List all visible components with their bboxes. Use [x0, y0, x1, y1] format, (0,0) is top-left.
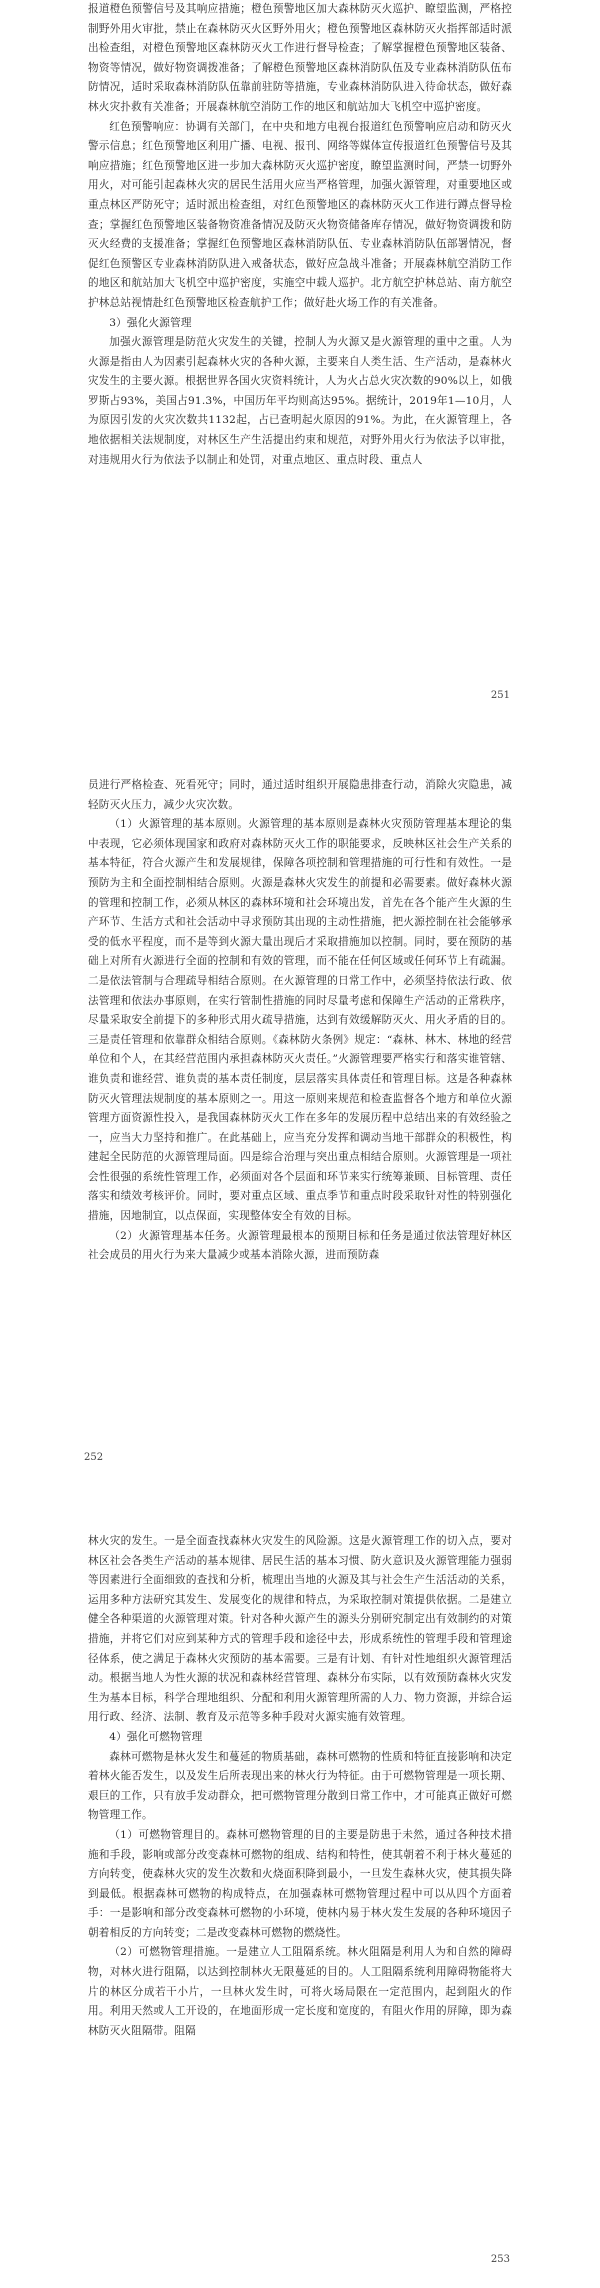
- section-heading: 4）强化可燃物管理: [109, 1730, 203, 1743]
- section-heading: 3）强化火源管理: [109, 316, 192, 329]
- page-body: [88, 1532, 512, 2041]
- page-number: 252: [84, 1452, 104, 1463]
- page-number: 251: [490, 690, 510, 701]
- paragraph: （1）可燃物管理目的。森林可燃物管理的目的主要是防患于未然，通过各种技术措施和手段，影响或部分改变森林可燃物的组成、结构和特性，使其朝着不利于林火蔓延的方向转变，使森林火灾的发生次数和火烧面积降到最小，一旦发生森林火灾，使其损失降到最低。根据森林可燃物的构成特点，在加强森林可燃物管理过程中可以从四个方面着手：一是影响和部分改变森林可燃物的小环境，使林内易于林火发生发展的各种环境因子朝着相反的方向转变；二是改变森林可燃物的燃烧性。: [88, 1828, 512, 1939]
- page-251: [0, 0, 600, 736]
- paragraph: （2）火源管理基本任务。火源管理最根本的预期目标和任务是通过依法管理好林区社会成员的用火行为来大量减少或基本消除火源，进而预防森: [88, 1229, 512, 1262]
- paragraph: （2）可燃物管理措施。一是建立人工阻隔系统。林火阻隔是利用人为和自然的障碍物，对林火进行阻隔，以达到控制林火无限蔓延的目的。人工阻隔系统利用障碍物能将大片的林区分成若干小片，一旦林火发生时，可将火场局限在一定范围内，起到阻火的作用。利用天然或人工开设的，在地面形成一定长度和宽度的，有阻火作用的屏障，即为森林防灭火阻隔带。阻隔: [88, 1946, 512, 2037]
- paragraph: （1）火源管理的基本原则。火源管理的基本原则是森林火灾预防管理基本理论的集中表现，它必须体现国家和政府对森林防灭火工作的职能要求，反映林区社会生产关系的基本特征，符合火源产生和发展规律，保障各项控制和管理措施的可行性和有效性。一是预防为主和全面控制相结合原则。火源是森林火灾发生的前提和必需要素。做好森林火源的管理和控制工作，必须从林区的森林环境和社会环境出发，首先在各个能产生火源的生产环节、生活方式和社会活动中寻求预防其出现的主动性措施，把火源控制在社会能够承受的低水平程度，而不是等到火源大量出现后才采取措施加以控制。同时，要在预防的基础上对所有火源进行全面的控制和有效的管理，而不能在任何区域或任何环节上有疏漏。二是依法管制与合理疏导相结合原则。在火源管理的日常工作中，必须坚持依法行政、依法管理和依法办事原则，在实行管制性措施的同时尽量考虑和保障生产活动的正常秩序，尽量采取安全前提下的多种形式用火疏导措施，达到有效缓解防灭火、用火矛盾的目的。三是责任管理和依靠群众相结合原则。《森林防火条例》规定：“森林、林木、林地的经营单位和个人，在其经营范围内承担森林防灭火责任。”火源管理要严格实行和落实谁管辖、谁负责和谁经营、谁负责的基本责任制度，层层落实具体责任和管理目标。这是各种森林防灭火管理法规制度的基本原则之一。用这一原则来规范和检查监督各个地方和单位火源管理方面资源性投入，是我国森林防灭火工作在多年的发展历程中总结出来的有效经验之一，应当大力坚持和推广。在此基础上，应当充分发挥和调动当地干部群众的积极性，构建起全民防范的火源管理局面。四是综合治理与突出重点相结合原则。火源管理是一项社会性很强的系统性管理工作，必须面对各个层面和环节来实行统筹兼顾、目标管理、责任落实和绩效考核评价。同时，要对重点区域、重点季节和重点时段采取针对性的特别强化措施，因地制宜，以点保面，实现整体安全有效的目标。: [88, 818, 512, 1223]
- page-number: 253: [490, 2254, 510, 2265]
- paragraph: 报道橙色预警信号及其响应措施；橙色预警地区加大森林防灭火巡护、瞭望监测，严格控制野外用火审批，禁止在森林防灭火区野外用火；橙色预警地区森林防灭火指挥部适时派出检查组，对橙色预警地区森林防灭火工作进行督导检查；了解掌握橙色预警地区装备、物资等情况，做好物资调拨准备；了解橙色预警地区森林消防队伍及专业森林消防队伍布防情况，适时采取森林消防队伍靠前驻防等措施，专业森林消防队进入待命状态，做好森林火灾扑救有关准备；开展森林航空消防工作的地区和航站加大飞机空中巡护密度。: [88, 3, 512, 113]
- page-252: [0, 776, 600, 1492]
- page-body: [88, 0, 512, 470]
- paragraph: 加强火源管理是防范火灾发生的关键，控制人为火源又是火源管理的重中之重。人为火源是指由人为因素引起森林火灾的各种火源，主要来自人类生活、生产活动，是森林火灾发生的主要火源。根据世界各国火灾资料统计，人为火占总火灾次数的90%以上，如俄罗斯占93%，美国占91.3%，中国历年平均则高达95%。据统计，2019年1—10月，人为原因引发的火灾次数共1132起，占已查明起火原因的91%。为此，在火源管理上，各地依据相关法规制度，对林区生产生活提出约束和规范，对野外用火行为依法予以审批，对违规用火行为依法予以制止和处罚，对重点地区、重点时段、重点人: [88, 336, 512, 466]
- page-253: [0, 1532, 600, 2288]
- paragraph: 林火灾的发生。一是全面查找森林火灾发生的风险源。这是火源管理工作的切入点，要对林区社会各类生产活动的基本规律、居民生活的基本习惯、防火意识及火源管理能力强弱等因素进行全面细致的查找和分析，梳理出当地的火源及其与社会生产生活活动的关系，运用多种方法研究其发生、发展变化的规律和特点，为采取控制对策提供依据。二是建立健全各种渠道的火源管理对策。针对各种火源产生的源头分别研究制定出有效制约的对策措施，并将它们对应到某种方式的管理手段和途径中去，形成系统性的管理手段和管理途径体系，使之满足于森林火灾预防的基本需要。三是有计划、有针对性地组织火源管理活动。根据当地人为性火源的状况和森林经营管理、森林分布实际，以有效预防森林火灾发生为基本目标，科学合理地组织、分配和利用火源管理所需的人力、物力资源，并综合运用行政、经济、法制、教育及示范等多种手段对火源实施有效管理。: [88, 1535, 512, 1724]
- paragraph: 森林可燃物是林火发生和蔓延的物质基础，森林可燃物的性质和特征直接影响和决定着林火能否发生，以及发生后所表现出来的林火行为特征。由于可燃物管理是一项长期、艰巨的工作，只有放手发动群众，把可燃物管理分散到日常工作中，才可能真正做好可燃物管理工作。: [88, 1750, 512, 1822]
- page-body: [88, 776, 512, 1266]
- paragraph: 员进行严格检查、死看死守；同时，通过适时组织开展隐患排查行动，消除火灾隐患，减轻防灭火压力，减少火灾次数。: [88, 779, 512, 811]
- paragraph: 红色预警响应：协调有关部门，在中央和地方电视台报道红色预警响应启动和防灭火警示信息；红色预警地区利用广播、电视、报刊、网络等媒体宣传报道红色预警信号及其响应措施；红色预警地区进一步加大森林防灭火巡护密度，瞭望监测时间，严禁一切野外用火，对可能引起森林火灾的居民生活用火应当严格管理，加强火源管理，对重要地区或重点林区严防死守；适时派出检查组，对红色预警地区的森林防灭火工作进行蹲点督导检查；掌握红色预警地区装备物资准备情况及防灭火物资储备库存情况，做好物资调拨和防灭火经费的支援准备；掌握红色预警地区森林消防队伍、专业森林消防队伍部署情况，督促红色预警区专业森林消防队进入戒备状态，做好应急战斗准备；开展森林航空消防工作的地区和航站加大飞机空中巡护密度，实施空中载人巡护。北方航空护林总站、南方航空护林总站视情赴红色预警地区检查航护工作；做好赴火场工作的有关准备。: [88, 120, 512, 309]
